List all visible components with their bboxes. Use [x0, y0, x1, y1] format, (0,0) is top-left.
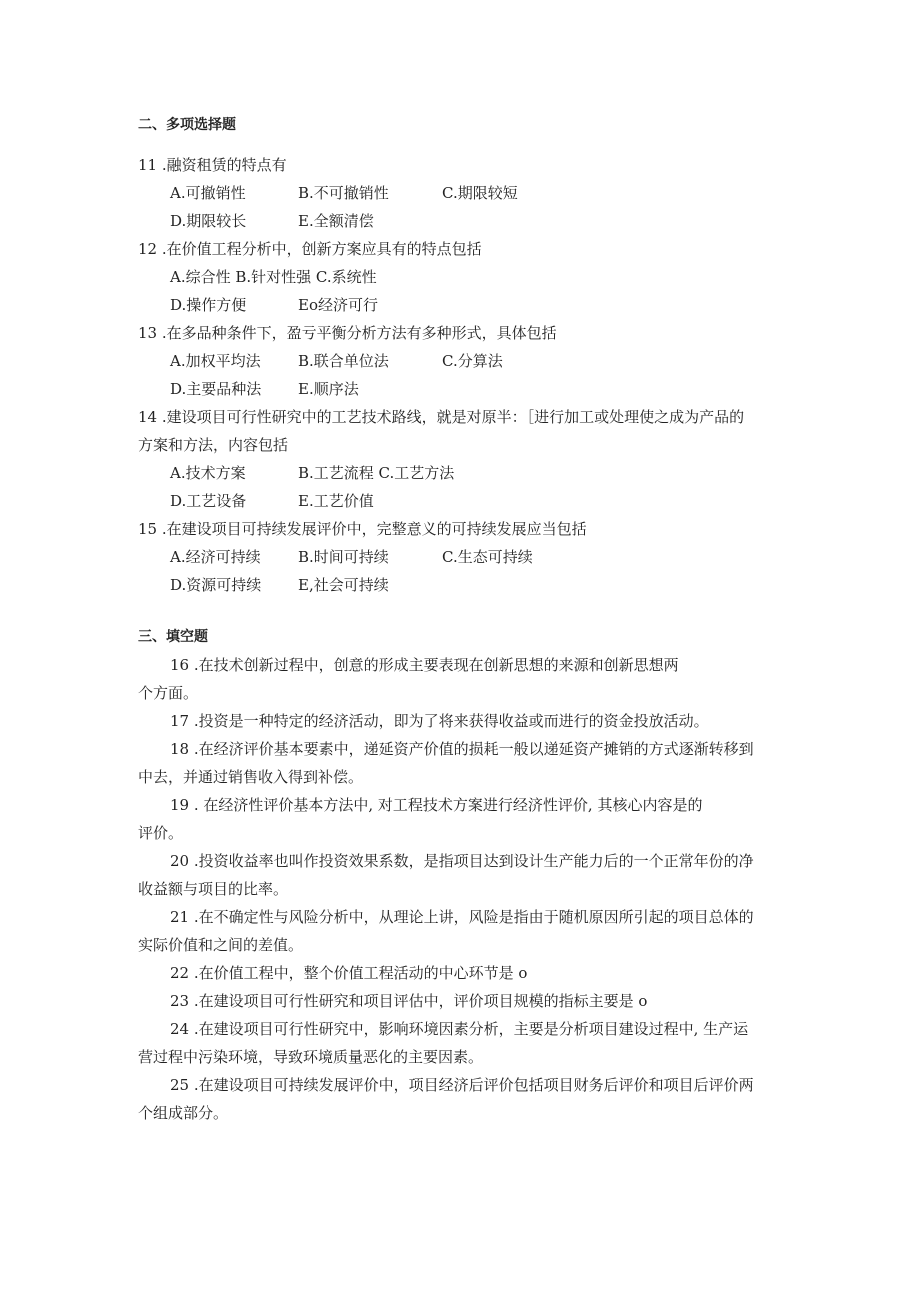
option: D.主要品种法	[170, 380, 262, 398]
fill-question: 21 .在不确定性与风险分析中，从理论上讲，风险是指由于随机原因所引起的项目总体的	[170, 908, 754, 926]
option: A.经济可持续	[170, 548, 261, 566]
question-stem: 14 .建设项目可行性研究中的工艺技术路线，就是对原半：［进行加工或处理使之成为产品的	[138, 408, 745, 426]
option: D.工艺设备	[170, 492, 247, 510]
fill-question-continued: 营过程中污染环境，导致环境质量恶化的主要因素。	[138, 1048, 484, 1066]
option: C.期限较短	[442, 184, 518, 202]
option: A.技术方案	[170, 464, 246, 482]
fill-question-continued: 实际价值和之间的差值。	[138, 936, 304, 954]
option: A.综合性 B.针对性强 C.系统性	[170, 268, 377, 286]
fill-question-continued: 个组成部分。	[138, 1104, 229, 1122]
option: C.分算法	[442, 352, 503, 370]
fill-question: 19 . 在经济性评价基本方法中, 对工程技术方案进行经济性评价, 其核心内容是的	[170, 796, 703, 814]
fill-question-continued: 收益额与项目的比率。	[138, 880, 289, 898]
option: B.时间可持续	[298, 548, 389, 566]
fill-question: 25 .在建设项目可持续发展评价中，项目经济后评价包括项目财务后评价和项目后评价两	[170, 1076, 754, 1094]
option: A.可撤销性	[170, 184, 246, 202]
fill-question: 23 .在建设项目可行性研究和项目评估中，评价项目规模的指标主要是 o	[170, 992, 648, 1010]
fill-question: 22 .在价值工程中，整个价值工程活动的中心环节是 o	[170, 964, 528, 982]
fill-question-continued: 评价。	[138, 824, 184, 842]
question-stem: 15 .在建设项目可持续发展评价中，完整意义的可持续发展应当包括	[138, 520, 587, 538]
option: A.加权平均法	[170, 352, 261, 370]
option: Eo经济可行	[298, 296, 378, 314]
fill-question: 20 .投资收益率也叫作投资效果系数，是指项目达到设计生产能力后的一个正常年份的净	[170, 852, 754, 870]
fill-question: 24 .在建设项目可行性研究中，影响环境因素分析，主要是分析项目建设过程中, 生产运	[170, 1020, 749, 1038]
option: B.联合单位法	[298, 352, 389, 370]
option: E,社会可持续	[298, 576, 389, 594]
option: B.不可撤销性	[298, 184, 389, 202]
option: D.资源可持续	[170, 576, 262, 594]
fill-question: 16 .在技术创新过程中，创意的形成主要表现在创新思想的来源和创新思想两	[170, 656, 679, 674]
question-stem: 13 .在多品种条件下，盈亏平衡分析方法有多种形式，具体包括	[138, 324, 557, 342]
section-title-fill-in: 三、填空题	[138, 629, 208, 645]
fill-question-continued: 中去，并通过销售收入得到补偿。	[138, 768, 364, 786]
fill-question: 18 .在经济评价基本要素中，递延资产价值的损耗一般以递延资产摊销的方式逐渐转移到	[170, 740, 754, 758]
section-title-multiple-choice: 二、多项选择题	[138, 117, 236, 133]
option: E.全额清偿	[298, 212, 374, 230]
option: C.生态可持续	[442, 548, 533, 566]
fill-question-continued: 个方面。	[138, 684, 199, 702]
option: E.顺序法	[298, 380, 359, 398]
question-stem-continued: 方案和方法，内容包括	[138, 436, 289, 454]
question-stem: 11 .融资租赁的特点有	[138, 156, 287, 174]
option: D.操作方便	[170, 296, 247, 314]
option: D.期限较长	[170, 212, 247, 230]
fill-question: 17 .投资是一种特定的经济活动，即为了将来获得收益或而进行的资金投放活动。	[170, 712, 709, 730]
option: B.工艺流程 C.工艺方法	[298, 464, 455, 482]
option: E.工艺价值	[298, 492, 374, 510]
question-stem: 12 .在价值工程分析中，创新方案应具有的特点包括	[138, 240, 482, 258]
